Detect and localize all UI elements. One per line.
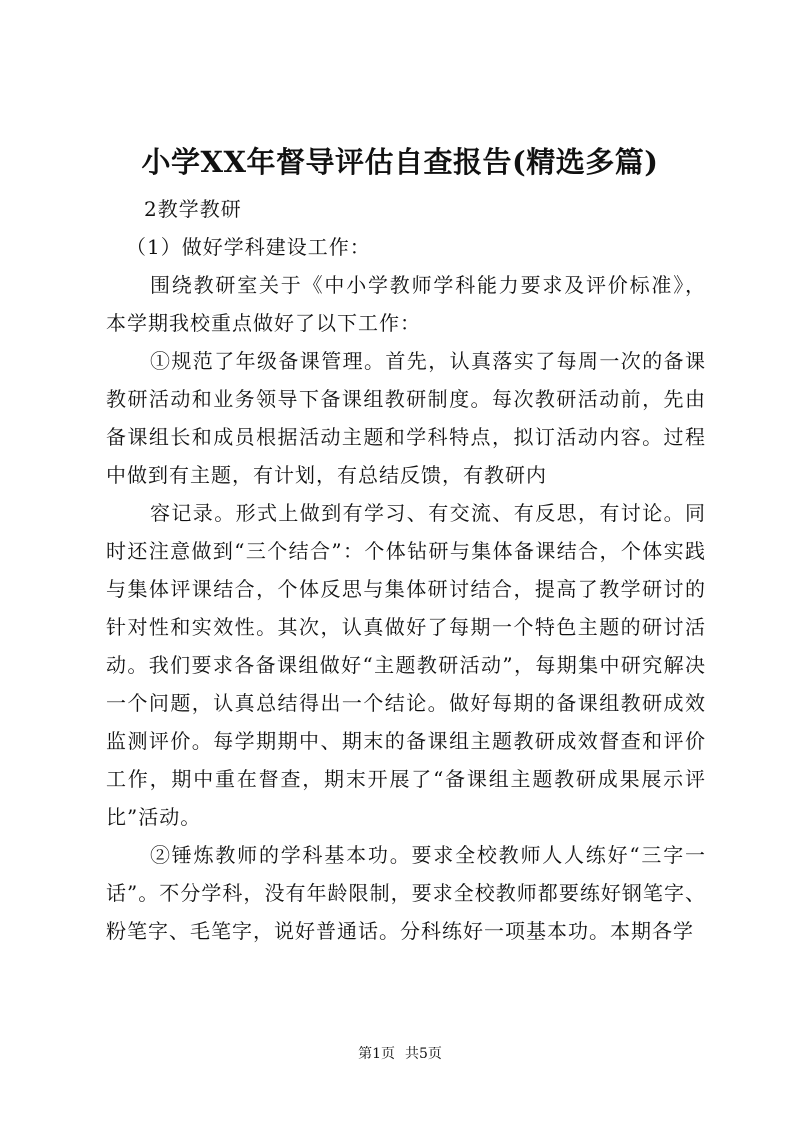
document-title: 小学XX年督导评估自查报告(精选多篇) [141,145,659,179]
document-body [106,190,706,950]
paragraph-intro: 围绕教研室关于《中小学教师学科能力要求及评价标准》，本学期我校重点做好了以下工作： [106,273,706,335]
paragraph-item-1-continued: 容记录。形式上做到有学习、有交流、有反思，有讨论。同时还注意做到“三个结合”：个体钻研与集体备课结合，个体实践与集体评课结合，个体反思与集体研讨结合，提高了教学研讨的针对性和实效性。其次，认真做好了每期一个特色主题的研讨活动。我们要求各备课组做好“主题教研活动”，每期集中研究解决一个问题，认真总结得出一个结论。做好每期的备课组教研成效监测评价。每学期期中、期末的备课组主题教研成效督查和评价工作，期中重在督查，期末开展了“备课组主题教研成果展示评比”活动。 [106,501,706,829]
page-footer [0,1044,800,1064]
subsection-heading: （1）做好学科建设工作： [126,235,371,259]
paragraph-item-1: ①规范了年级备课管理。首先，认真落实了每周一次的备课教研活动和业务领导下备课组教研制度。每次教研活动前，先由备课组长和成员根据活动主题和学科特点，拟订活动内容。过程中做到有主题，有计划，有总结反馈，有教研内 [106,349,706,487]
paragraph-item-2: ②锤炼教师的学科基本功。要求全校教师人人练好“三字一话”。不分学科，没有年龄限制，要求全校教师都要练好钢笔字、粉笔字、毛笔字，说好普通话。分科练好一项基本功。本期各学 [106,843,706,943]
page-number: 第1页 [358,1046,395,1062]
section-heading: 2教学教研 [144,197,242,221]
page-total: 共5页 [405,1046,442,1062]
